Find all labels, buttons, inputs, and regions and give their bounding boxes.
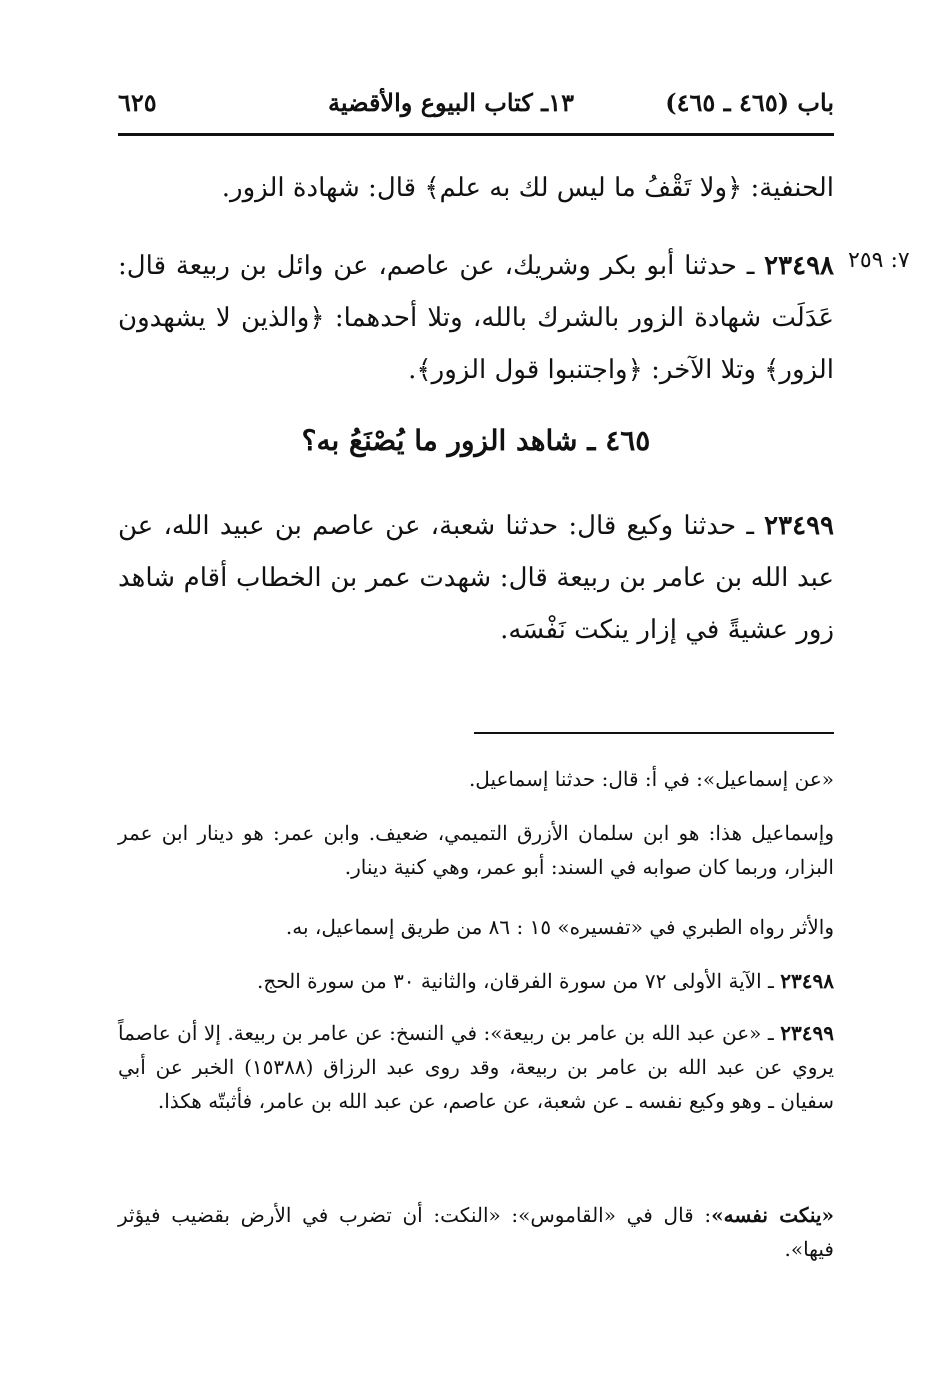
footnote-text: ـ «عن عبد الله بن عامر بن ربيعة»: في النسخ: عن عامر بن ربيعة. إلا أن عاصماً يروي عن عبد الله بن عامر بن ربيعة، وقد روى عبد الرزاق (١٥٣٨٨) الخبر عن أبي سفيان ـ وهو وكيع نفسه ـ عن شعبة، عن عاصم، عن عبد الله بن عامر، فأثبتّه هكذا. xyxy=(118,1021,835,1113)
chapter-reference: باب (٤٦٥ ـ ٤٦٥) xyxy=(665,88,834,117)
page-number: ٦٢٥ xyxy=(118,88,157,117)
footnote-text: ـ الآية الأولى ٧٢ من سورة الفرقان، والثانية ٣٠ من سورة الحج. xyxy=(256,969,781,993)
hadith-text: ـ حدثنا أبو بكر وشريك، عن عاصم، عن وائل بن ربيعة قال: عَدَلَت شهادة الزور بالشرك بالله، وتلا أحدهما: ﴿والذين لا يشهدون الزور﴾ وتلا الآخر: ﴿واجتنبوا قول الزور﴾. xyxy=(118,251,834,385)
running-header xyxy=(118,88,834,128)
hadith-23499 xyxy=(118,500,834,656)
footnote-2: وإسماعيل هذا: هو ابن سلمان الأزرق التميمي، ضعيف. وابن عمر: هو دينار ابن عمر البزار، وربما كان صوابه في السند: أبو عمر، وهي كنية دينار. xyxy=(118,821,834,879)
footnote-label: «ينكت نفسه» xyxy=(711,1203,834,1227)
footnote-text: : قال في «القاموس»: «النكت: أن تضرب في الأرض بقضيب فيؤثر فيها». xyxy=(118,1203,834,1261)
hadith-text: ـ حدثنا وكيع قال: حدثنا شعبة، عن عاصم بن عبيد الله، عن عبد الله بن عامر بن ربيعة قال: شهدت عمر بن الخطاب أقام شاهد زور عشيةً في إزار ينكت نَفْسَه. xyxy=(118,511,834,645)
hadith-number: ٢٣٤٩٨ xyxy=(764,251,834,281)
hadith-23498 xyxy=(118,240,834,396)
footnote-5 xyxy=(118,1016,834,1118)
footnote-4 xyxy=(118,964,834,998)
footnote-6 xyxy=(118,1198,834,1266)
footnote-3: والأثر رواه الطبري في «تفسيره» ١٥ : ٨٦ من طريق إسماعيل، به. xyxy=(285,915,834,939)
book-title: ١٣ـ كتاب البيوع والأقضية xyxy=(328,88,574,117)
intro-line: الحنفية: ﴿ولا تَقْفُ ما ليس لك به علم﴾ قال: شهادة الزور. xyxy=(221,173,834,203)
footnote-1: «عن إسماعيل»: في أ: قال: حدثنا إسماعيل. xyxy=(468,767,834,791)
footnote-number: ٢٣٤٩٩ xyxy=(780,1021,834,1045)
hadith-number: ٢٣٤٩٩ xyxy=(764,511,834,541)
footnote-number: ٢٣٤٩٨ xyxy=(780,969,834,993)
footnote-separator xyxy=(474,732,834,734)
header-rule xyxy=(118,133,834,136)
chapter-heading: ٤٦٥ ـ شاهد الزور ما يُصْنَعُ به؟ xyxy=(301,424,651,457)
margin-reference: ٧: ٢٥٩ xyxy=(848,248,910,273)
